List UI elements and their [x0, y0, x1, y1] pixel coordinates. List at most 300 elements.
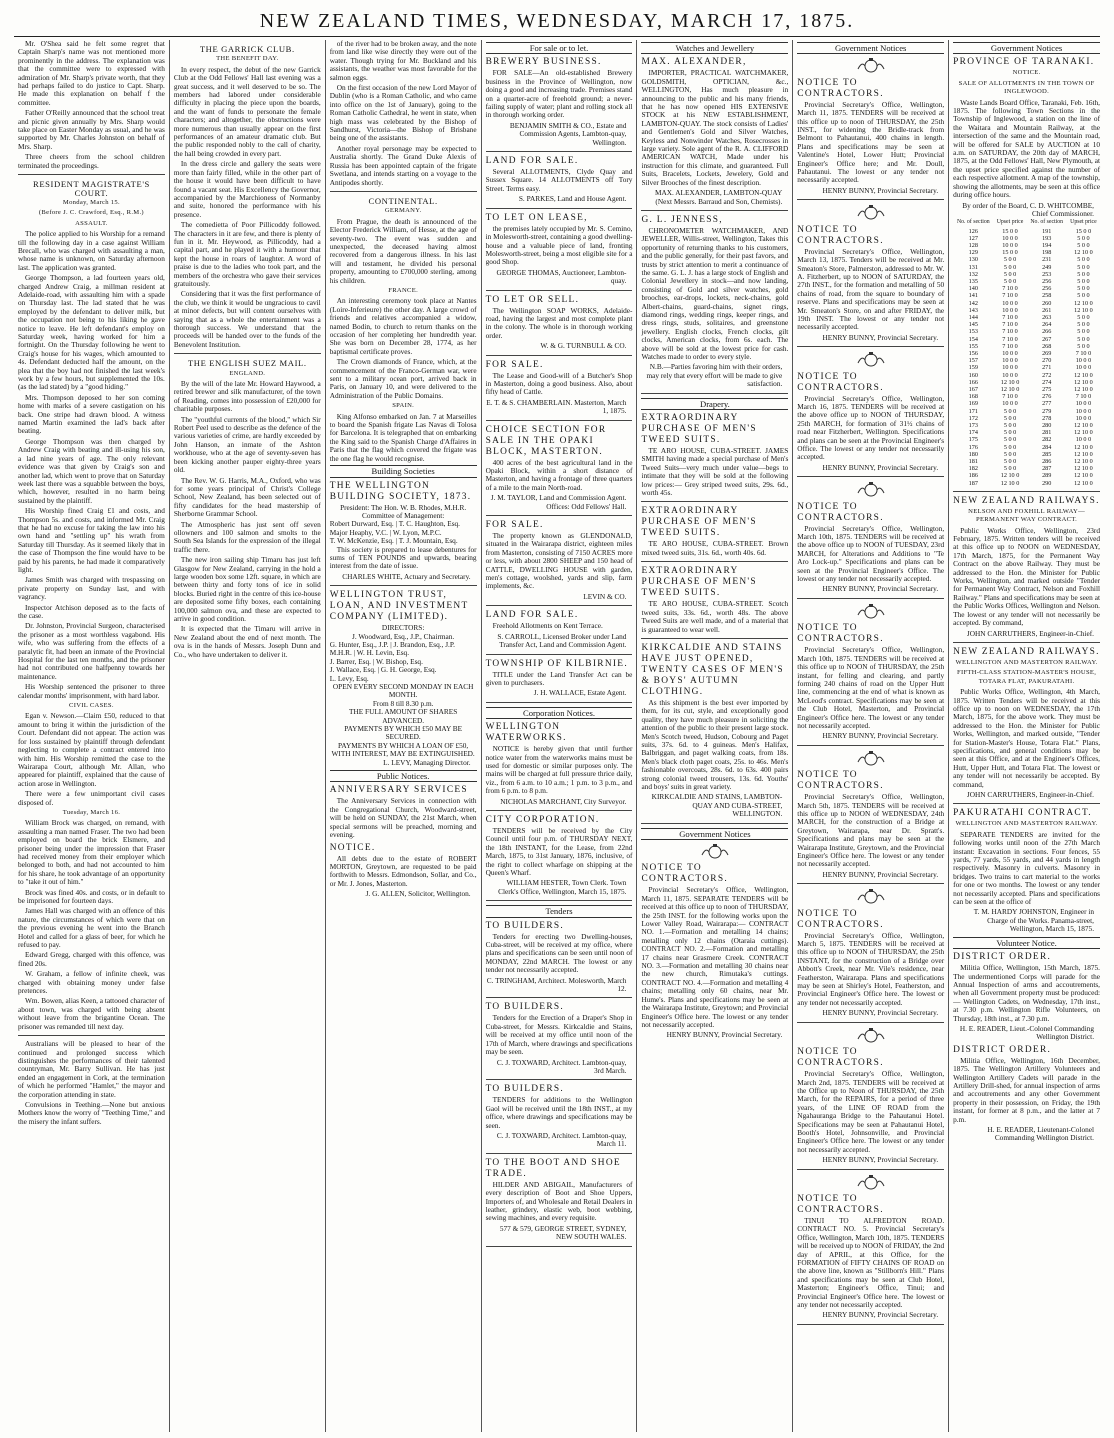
- table-cell: 5 0 0: [1077, 342, 1090, 350]
- advert-signature: E. T. & S. CHAMBERLAIN. Masterton, March 1, 1875.: [486, 397, 627, 416]
- advert-body: The property known as GLENDONALD, situated in the Wairarapa district, eighteen miles from Masterton, consisting of 7150 ACRES more or less, with about 2800 SHEEP and 150 head of CATTLE, DWELLING HOUSE with garden, men's cottage, woolshed, yards and slip, farm implements, &c.: [485, 531, 633, 591]
- advert-body: IMPORTER, PRACTICAL WATCHMAKER, GOLDSMITH, OPTICIAN, &c., WELLINGTON, Has much pleasure in announcing to the public and his many friends, that he has now opened HIS EXTENSIVE STOCK at his NEW ESTABLISHMENT, LAMBTON-QUAY. The stock consists of Ladies' and Gentlemen's Gold and Silver Watches, Keyless and Nonwinder Watches, Rosecrosses in large variety. Sole agent of the R. A. CLIFFORD AMERICAN WATCH, Made under his instruction for this climate, and guaranteed. Full Suits, Bracelets, Lockets, Jewelery, Gold and Silver Brooches of the finest description.: [641, 68, 789, 187]
- table-row: [953, 451, 1100, 458]
- advert-title: NEW ZEALAND RAILWAYS.: [953, 646, 1100, 657]
- advert-title: FOR SALE.: [485, 520, 544, 531]
- column-3: [326, 40, 482, 1432]
- divider: [174, 353, 321, 354]
- table-cell: 10 0 0: [1075, 400, 1092, 408]
- table-row: [953, 242, 1100, 249]
- advert-body: TE ARO HOUSE, CUBA-STREET. Brown mixed tweed suits, 31s. 6d., worth 40s. 6d.: [641, 539, 789, 557]
- divider: [641, 501, 788, 502]
- section-heading: CONTINENTAL.: [368, 195, 438, 206]
- paragraph: Dr. Johnston, Provincial Surgeon, characterised the prisoner as a most worthless vagabond. His wife, who was suffering from the effects of a paralytic fit, had been an inmate of the Provincial Hospital for the last ten months, and the prisoner had not contributed one halfpenny towards her maintenance.: [18, 621, 165, 681]
- table-cell: 275: [1042, 385, 1052, 393]
- advert-line: From 8 till 8.30 p.m.: [372, 698, 434, 708]
- section-banner: Watches and Jewellery: [641, 42, 788, 54]
- table-cell: 191: [1042, 227, 1052, 235]
- advert-signature: CHARLES WHITE, Actuary and Secretary.: [342, 571, 471, 581]
- table-cell: 127: [968, 234, 978, 242]
- table-cell: 10 0 0: [1075, 436, 1092, 444]
- table-row: [953, 408, 1100, 415]
- advert-signature: S. PARKES, Land and House Agent.: [518, 194, 627, 204]
- table-cell: 277: [1042, 400, 1052, 408]
- table-cell: 263: [1042, 313, 1052, 321]
- advert-signature: HENRY BUNNY, Provincial Secretary.: [822, 1155, 939, 1165]
- divider: [797, 598, 944, 599]
- table-cell: 159: [968, 364, 978, 372]
- advert-title: EXTRAORDINARY PURCHASE OF MEN'S TWEED SUITS.: [641, 413, 757, 446]
- column-header: Upset price: [1070, 219, 1097, 226]
- table-cell: 258: [1042, 292, 1052, 300]
- advert-signature: H. E. READER, Lieut.-Colonel Commanding Wellington District.: [959, 1023, 1095, 1042]
- advert-line: PAYMENTS BY WHICH £50 MAY BE SECURED.: [344, 724, 463, 742]
- table-cell: 126: [968, 227, 978, 235]
- paragraph: Mr. O'Shea said he felt some regret that Captain Sharp's name was not mentioned more prominently in the address. The explanation was that the committee were to expressed with admiration of Mr. Sharp's private worth, that they had perhaps failed to do justice to Capt. Sharp. He made this explanation on behalf f the committee.: [18, 40, 165, 107]
- divider: [486, 1153, 633, 1154]
- table-cell: 5 0 0: [1003, 436, 1017, 444]
- advert: [486, 295, 633, 356]
- column-6: [793, 40, 949, 1432]
- table-cell: 5 0 0: [1077, 270, 1090, 278]
- paragraph: In the dress circle and gallery the seats were more than fairly filled, while in the other part of the house it would have been difficult to have found a vacant seat. His Excellency the Governor, accompanied by the Marchioness of Normanby and suite, honored the performance with his presence.: [173, 159, 321, 219]
- advert-body: Provincial Secretary's Office, Wellington, March 11, 1875. SEPARATE TENDERS will be received at this office up to noon of THURSDAY, the 25th INST. for the following works upon the Lower Valley Road, Wairarapa:— CONTRACT NO. 1.—Formation and metalling 14 chains; metalling only 12 chains (Otaraia cuttings). CONTRACT NO. 2.—Formation and metalling 17 chains near Grasmere Creek. CONTRACT NO. 3.—Formation and metalling 30 chains near the new church, Rimutaka's cuttings. CONTRACT NO. 4.—Formation and metalling 4 chains; metalling only 60 chains, near Mr. Hume's. Plans and specifications may be seen at the Wairarapa Institute, Greytown; and Provincial Engineer's Office here. The lowest or any tender not necessarily accepted.: [641, 885, 789, 1029]
- table-cell: 155: [968, 342, 978, 350]
- table-cell: 287: [1042, 465, 1052, 473]
- table-cell: 5 0 0: [1077, 256, 1090, 264]
- allotment-table: [953, 218, 1100, 487]
- advert-subtitle: WELLINGTON AND MASTERTON RAILWAY.: [955, 820, 1098, 828]
- masthead: NEW ZEALAND TIMES, WEDNESDAY, MARCH 17, 1875.: [14, 6, 1100, 37]
- advert: [486, 722, 633, 811]
- advert-subtitle: FIFTH-CLASS STATION-MASTER'S HOUSE, TOTARA FLAT, PAKURATAHI.: [956, 669, 1097, 685]
- advert-signature: MAX. ALEXANDER, LAMBTON-QUAY (Next Messrs. Barraud and Son, Chemists).: [655, 188, 783, 206]
- advert-body: CHRONOMETER WATCHMAKER, AND JEWELLER, Willis-street, Wellington, Takes this opportunity of returning thanks to his customers, and the public generally, for their past favors, and trusts by strict attention to merit a continuance of the same. G. L. J. has a large stock of English and Colonial Jewellery in stock—and now landing, consisting of Gold and silver watches, gold brooches, ear-drops, lockets, neck-chains, gold Albert-chains, guard-chains, signet rings, diamond rings, wedding rings, keeper rings, and dress rings, studs, solitaires, and greenstone jewellery. English clocks, French clocks, gilt clocks, American clocks, from 6s. each. The above will be sold at the lowest price for cash. Watches made to order to every style.: [641, 225, 789, 361]
- divider: [486, 355, 633, 356]
- advert-body: Provincial Secretary's Office, Wellington, March 5, 1875. TENDERS will be received at this office up to NOON of THURSDAY, the 25th INSTANT, for the construction of a Bridge over Abbott's Creek, near Mr. Vile's residence, near Featherston, Wairarapa. Plans and specifications may be seen at Shirley's Hotel, Featherston, and Provincial Engineer's Office here. The lowest or any tender not necessarily accepted.: [797, 930, 945, 1007]
- table-row: [953, 393, 1100, 400]
- table-cell: 5 0 0: [1077, 241, 1090, 249]
- advert-signature: J. G. ALLEN, Solicitor, Wellington.: [365, 889, 471, 899]
- advert-line: J. Barrer, Esq. | W. Bishop, Esq.: [329, 656, 423, 666]
- advert-title: NOTICE TO CONTRACTORS.: [797, 77, 884, 99]
- table-row: [953, 386, 1100, 393]
- royal-crest-icon: [856, 603, 886, 619]
- advert-line: J. Wallace, Esq. | G. H. George, Esq.: [329, 665, 437, 675]
- crest: [797, 204, 944, 222]
- table-cell: 7 10 0: [1002, 335, 1018, 343]
- royal-crest-icon: [700, 843, 730, 859]
- section-banner: Government Notices: [641, 828, 788, 840]
- paragraph: In every respect, the debut of the new Garrick Club at the Odd Fellows' Hall last evening was a great success, and it well deserved to be so. The members had labored under considerable difficulty in placing the piece upon the boards, and the want of funds to personate the female characters; and altogether, the obstructions were more numerous than usually appear on the first performances of an amateur dramatic club. But the public responded nobly to the call of charity, the hall being crowded in every part.: [173, 64, 321, 158]
- table-cell: 12 10 0: [1000, 479, 1020, 487]
- divider: [18, 1035, 165, 1036]
- table-cell: 256: [1042, 285, 1052, 293]
- crest: [797, 351, 944, 369]
- table-body: [953, 228, 1100, 487]
- advert-title: TO THE BOOT AND SHOE TRADE.: [485, 1157, 621, 1179]
- advert: [486, 659, 633, 703]
- advert: [797, 1027, 944, 1170]
- divider: [797, 346, 944, 347]
- table-row: [953, 400, 1100, 407]
- table-cell: 284: [1042, 443, 1052, 451]
- advert-signature: BENJAMIN SMITH & CO., Estate and Commission Agents, Lambton-quay, Wellington.: [509, 120, 627, 147]
- table-row: [953, 271, 1100, 278]
- table-cell: 12 10 0: [1000, 385, 1020, 393]
- table-cell: 12 10 0: [1000, 472, 1020, 480]
- divider: [797, 1324, 944, 1325]
- table-cell: 167: [968, 385, 978, 393]
- section-heading: THE GARRICK CLUB.: [199, 44, 295, 54]
- crest: [797, 57, 944, 75]
- paragraph: The comedietta of Poor Pillicoddy followed. The characters in it are few, and there is plenty of fun in it. Mr. Heywood, as Pillicoddy, had a capital part, and he played it with a humour that kept the house in roars of laughter. A word of praise is due to the ladies who took part, and the members of the orchestra who gave their services gratuitously.: [173, 220, 321, 288]
- date-line: Monday, March 15.: [62, 198, 120, 206]
- advert: [953, 1045, 1100, 1143]
- column-1: [14, 40, 170, 1432]
- table-cell: 266: [1042, 328, 1052, 336]
- table-cell: 160: [968, 371, 978, 379]
- advert: [330, 481, 477, 582]
- table-row: [953, 372, 1100, 379]
- advert: [641, 57, 788, 211]
- divider: [797, 1022, 944, 1023]
- advert: [641, 413, 788, 502]
- section-banner: Public Notices.: [330, 770, 477, 782]
- paragraph: George Thompson, a lad fourteen years old, charged Andrew Craig, a millman resident at Adelaide-road, with assaulting him with a spade on Thursday last. The lad stated that he was employed by the defendant to deliver milk, but the occupation not being to his liking he gave notice to leave. He left defendant's employ on Saturday week, having worked for him a fortnight. On the Thursday following he went to Craig's house for his wages, which amounted to 4s. Defendant deducted half the amount, on the plea that the boy had not finished the last week's work by a few hours, but supplemented the 10s. (as the lad stated) by a "good hiding.": [18, 273, 165, 392]
- divider: [953, 803, 1100, 804]
- divider: [486, 1079, 633, 1080]
- paragraph: George Thompson was then charged by Andrew Craig with beating and ill-using his son, a lad nine years of age. The only relevant evidence was that given by Craig's son and another lad, which went to prove that on Saturday week last there was a squabble between the boys, which, however, resulted in no harm being sustained by the plaintiff.: [18, 436, 165, 505]
- advert: [953, 647, 1100, 800]
- table-cell: 278: [1042, 414, 1052, 422]
- table-cell: 166: [968, 378, 978, 386]
- advert-title: DISTRICT ORDER.: [953, 952, 1052, 963]
- table-row: [953, 328, 1100, 335]
- table-cell: 279: [1042, 407, 1052, 415]
- table-row: [953, 422, 1100, 429]
- advert-body: The Anniversary Services in connection with the Congregational Church, Woodward-street, will be held on SUNDAY, the 21st March, when special sermons will be preached, morning and evening.: [329, 796, 477, 840]
- advert-body: Provincial Secretary's Office, Wellington, March 16, 1875. TENDERS will be received at the above office up to NOON of THURSDAY, 25th MARCH, for formation of 31½ chains of road near Fitzherbert, Wellington. Specifications and plans can be seen at the Provincial Engineer's Office. The lowest or any tender not necessarily accepted.: [797, 393, 945, 462]
- advert: [641, 215, 788, 394]
- paragraph: The police applied to his Worship for a remand till the following day in a case against William Brecall, who was charged with assaulting a man, whose name is unknown, on Saturday afternoon last. The application was granted.: [18, 229, 165, 272]
- divider: [486, 151, 633, 152]
- advert-title: NOTICE TO CONTRACTORS.: [797, 371, 884, 393]
- table-cell: 128: [968, 241, 978, 249]
- intro-paragraphs: [18, 40, 165, 170]
- advert-line: PAYMENTS BY WHICH A LOAN OF £50, WITH INTEREST, MAY BE EXTINGUISHED.: [331, 740, 475, 759]
- column-2: [170, 40, 326, 1432]
- advert-line: Major Heaphy, V.C. | W. Lyon, M.P.C.: [329, 527, 442, 537]
- advert-title: EXTRAORDINARY PURCHASE OF MEN'S TWEED SUITS.: [641, 506, 757, 539]
- table-cell: 7 10 0: [1002, 328, 1018, 336]
- advert-title: TOWNSHIP OF KILBIRNIE.: [485, 658, 628, 669]
- divider: [641, 561, 788, 562]
- table-row: [953, 429, 1100, 436]
- table-cell: 174: [968, 429, 978, 437]
- crest: [797, 1174, 944, 1192]
- divider: [797, 199, 944, 200]
- table-cell: 5 0 0: [1077, 321, 1090, 329]
- divider: [486, 702, 633, 703]
- paragraph: An interesting ceremony took place at Nantes (Loire-Inferieure) the other day. A large crowd of friends and relatives accompanied a widow, named Bodin, to church to return thanks on the occasion of her completing her hundredth year. She was born on December 28, 1774, as her baptismal certificate proves.: [329, 296, 477, 356]
- table-cell: 10 0 0: [1075, 414, 1092, 422]
- table-cell: 12 10 0: [1074, 479, 1093, 487]
- advert-signature: HENRY BUNNY, Provincial Secretary.: [666, 1030, 783, 1040]
- table-cell: 129: [968, 249, 978, 257]
- advert-signature: HENRY BUNNY, Provincial Secretary.: [822, 584, 939, 594]
- advert-signature: 577 & 579, GEORGE STREET, SYDNEY, NEW SOUTH WALES.: [499, 1223, 627, 1242]
- subheading: CIVIL CASES.: [69, 702, 114, 710]
- table-row: [953, 292, 1100, 299]
- advert: [797, 1174, 944, 1325]
- table-cell: 140: [968, 285, 978, 293]
- table-row: [953, 300, 1100, 307]
- advert-body: All debts due to the estate of ROBERT MORTON, Greytown, are requested to be paid forthwith to Messrs. Edmondson, Sollar, and Co., or Mr. J. Jones, Masterton.: [329, 853, 477, 888]
- divider: [330, 191, 477, 192]
- divider: [641, 638, 788, 639]
- advert-title: BREWERY BUSINESS.: [485, 57, 602, 68]
- table-cell: 153: [968, 328, 978, 336]
- advert-body: Provincial Secretary's Office, Wellington, March 10th, 1875. TENDERS will be received at this office up to NOON of THURSDAY, the 25th instant, for felling and clearing, and partly forming 240 chains of road on the Upper Hutt line, commencing at the end of what is known as McLeod's contract. Specifications may be seen at the Club Hotel, Masterton, and Provincial Engineer's Office here. The lowest or any tender not necessarily accepted.: [797, 645, 945, 730]
- paragraph: By the will of the late Mr. Howard Haywood, a retired brewer and silk manufacturer, of the town of Reading, comes into possession of £20,000 for charitable purposes.: [173, 379, 321, 414]
- paragraph: Australians will be pleased to hear of the continued and prolonged success which distinguishes the performances of their talented countryman, Mr. Barry Sullivan. He has just ended an engagement in Cork, at the termination of which he performed "Hamlet," the mayor and the corporation attending in state.: [18, 1039, 165, 1099]
- section-banner: Corporation Notices.: [486, 707, 633, 719]
- advert-signature: HENRY BUNNY, Provincial Secretary.: [822, 1008, 939, 1018]
- advert-body: Militia Office, Wellington, 15th March, 1875. The undermentioned Corps will parade for the Annual Inspection of arms and accoutrements, when all Government property must be produced:— Wellington Cadets, on Wednesday, 17th inst., at 7.30 p.m. Wellington Rifle Volunteers, on Thursday, 18th inst., at 7.30 p.m.: [953, 963, 1101, 1023]
- table-cell: 10 0 0: [1002, 234, 1018, 242]
- table-cell: 7 10 0: [1002, 342, 1018, 350]
- table-row: [953, 350, 1100, 357]
- table-cell: 260: [1042, 299, 1052, 307]
- advert-line: THE FULL AMOUNT OF SHARES ADVANCED.: [349, 707, 458, 725]
- table-cell: 130: [968, 256, 978, 264]
- advert: [486, 815, 633, 901]
- table-cell: 274: [1042, 378, 1052, 386]
- advert-list: [641, 413, 788, 824]
- royal-crest-icon: [856, 351, 886, 367]
- advert-body: TINUI TO ALFREDTON ROAD. CONTRACT NO. 5. Provincial Secretary's Office, Wellington, March 10th, 1875. TENDERS will be received up to NOON of FRIDAY, the 2nd day of APRIL, at this Office, for the FORMATION of FIFTY CHAINS OF ROAD on the above line, known as "Stillborn's Hill." Plans and specifications may be seen at Club Hotel, Masterton; Engineer's Office, Tinui; and Provincial Engineer's Office here. The lowest or any tender not necessarily accepted.: [797, 1215, 945, 1310]
- table-cell: 281: [1042, 429, 1052, 437]
- table-row: [953, 228, 1100, 235]
- table-cell: 12 10 0: [1074, 378, 1093, 386]
- table-cell: 171: [968, 407, 978, 415]
- paragraph: Mrs. Thompson deposed to her son coming home with marks of a severe castigation on his back. One stripe had drawn blood. A witness named Martin examined the lad's back after beating.: [18, 392, 165, 436]
- advert: [641, 566, 788, 639]
- advert-line: This society is prepared to lease debentures for sums of TEN POUNDS and upwards, bearing interest from the date of issue.: [329, 544, 477, 571]
- paragraph: His Worship sentenced the prisoner to three calendar months' imprisonment, with hard labor.: [18, 682, 165, 700]
- advert-signature: LEVIN & CO.: [583, 591, 627, 601]
- advert-subtitle: NOTICE.: [1012, 69, 1041, 77]
- advert-list: [486, 722, 633, 901]
- advert-title: NOTICE TO CONTRACTORS.: [797, 1047, 884, 1069]
- advert-title: NOTICE TO CONTRACTORS.: [797, 224, 884, 246]
- advert-title: LAND FOR SALE.: [485, 610, 579, 621]
- advert: [486, 425, 633, 516]
- advert: [486, 610, 633, 654]
- paragraph: The "youthful currents of the blood," which Sir Robert Peel used to describe as the defence of the various varieties of crime, are hardly exceeded by John Hanson, an inmate of the Ashton workhouse, who at the age of seventy-seven has been kicking another pauper eighty-three years old.: [173, 414, 321, 475]
- advert-title: G. L. JENNESS,: [641, 214, 723, 225]
- advert-body: TITLE under the Land Transfer Act can be given to purchasers.: [485, 669, 633, 687]
- divider: [641, 393, 788, 394]
- table-cell: 168: [968, 393, 978, 401]
- table-cell: 267: [1042, 335, 1052, 343]
- table-header-row: [953, 218, 1100, 227]
- advert-line: J. Woodward, Esq., J.P., Chairman.: [352, 631, 455, 641]
- advert-title: CHOICE SECTION FOR SALE IN THE OPAKI BLOCK, MASTERTON.: [485, 424, 607, 457]
- table-cell: 5 0 0: [1077, 263, 1090, 271]
- table-cell: 132: [968, 270, 978, 278]
- table-row: [953, 285, 1100, 292]
- advert-title: PROVINCE OF TARANAKI.: [953, 57, 1095, 68]
- advert-list: [486, 921, 633, 1247]
- divider: [486, 290, 633, 291]
- paragraph: It is expected that the Timaru will arrive in New Zealand about the end of next month. The ova is in the hands of Messrs. Joseph Dunn and Co., who have undertaken to deliver it.: [173, 624, 321, 659]
- table-cell: 272: [1042, 371, 1052, 379]
- advert-body: Provincial Secretary's Office, Wellington, March 2nd, 1875. TENDERS will be received at the Office up to Noon of THURSDAY, the 25th March, for the REPAIRS, for a period of three years, of the LINE OF ROAD from the Ngahauranga Bridge to the Pahautanui Hotel. Specifications may be seen at Pahautanui Hotel, Booth's Hotel, Johnsonville, and Provincial Engineer's Office here. The lowest or any tender not necessarily accepted.: [797, 1069, 945, 1154]
- table-cell: 5 0 0: [1077, 277, 1090, 285]
- table-cell: 5 0 0: [1003, 270, 1017, 278]
- table-cell: 12 10 0: [1074, 422, 1093, 429]
- advert-body: the premises lately occupied by Mr. S. Cemino, in Molesworth-street, containing a good dwelling-house and a valuable piece of land, fronting Molesworth-street, being a most eligible site for a good Shop.: [485, 223, 633, 267]
- table-row: [953, 278, 1100, 285]
- divider: [486, 420, 633, 421]
- advert-signature: JOHN CARRUTHERS, Engineer-in-Chief.: [966, 628, 1095, 638]
- table-cell: 264: [1042, 321, 1052, 329]
- table-row: [953, 249, 1100, 256]
- advert-title: WELLINGTON WATERWORKS.: [485, 722, 567, 744]
- advert-signature: HENRY BUNNY, Provincial Secretary.: [822, 1310, 939, 1320]
- advert-body: TENDERS for additions to the Wellington Gaol will be received until the 18th INST., at my office, where drawings and specifications may be seen.: [485, 1095, 633, 1130]
- advert-signature: T. M. HARDY JOHNSTON, Engineer in Charge of the Works. Panama-street, Wellington, March 15, 1875.: [973, 907, 1095, 934]
- table-cell: 5 0 0: [1077, 335, 1090, 343]
- table-cell: 144: [968, 313, 978, 321]
- advert-signature: L. LEVY, Managing Director.: [383, 757, 471, 767]
- advert-title: TO BUILDERS.: [485, 1002, 565, 1013]
- advert-body: Provincial Secretary's Office, Wellington, March 13, 1875. Tenders will be received at Mr. Smeaton's Store, Palmerston, addressed to Mr. W. A. Fitzherbert, up to NOON of SATURDAY, the 27th INST., for the formation and metalling of 50 chains of road, from the square to boundary of reserve. Plans and specifications may be seen at Mr. Smeaton's Store, on and after FRIDAY, the 19th INST. The lowest or any tender not necessarily accepted.: [797, 246, 945, 332]
- subheading: ENGLAND.: [229, 369, 266, 377]
- paragraph: The Crown diamonds of France, which, at the commencement of the Franco-German war, were sent to a military ocean port, arrived back in Paris, on January 10, and were delivered to the Administration of the Public Domains.: [329, 357, 477, 400]
- advert: [330, 785, 477, 839]
- table-cell: 10 0 0: [1002, 299, 1018, 307]
- divider: [486, 900, 633, 901]
- paragraph: His Worship fined Craig £1 and costs, and Thompson 5s. and costs, and informed Mr. Craig that he had no excuse for taking the law into his own hand and "settling up" his wrath from Saturday till Thursday. As it seemed likely that in the case of Thompson the fine would have to be paid by his parents, he had made it comparatively light.: [18, 506, 165, 574]
- table-cell: 173: [968, 422, 978, 429]
- advert-signature: JOHN CARRUTHERS, Engineer-in-Chief.: [966, 790, 1095, 800]
- advert-title: MAX. ALEXANDER,: [641, 57, 747, 68]
- paragraph: From Prague, the death is announced of the Elector Frederick William, of Hesse, at the age of seventy-two. The event was sudden and unexpected, the deceased having almost recovered from a dangerous illness. In his last will and testament, he divided his personal property, amounting to £700,000 sterling, among his children.: [329, 216, 477, 285]
- advert-body: Several ALLOTMENTS, Clyde Quay and Sussex Square. 14 ALLOTMENTS off Tory Street. Terms easy.: [485, 167, 633, 193]
- divider: [641, 210, 788, 211]
- table-row: [953, 343, 1100, 350]
- advert: [797, 603, 944, 746]
- table-row: [953, 458, 1100, 465]
- royal-crest-icon: [856, 888, 886, 904]
- advert-body: The Lease and Good-will of a Butcher's Shop in Masterton, doing a good business. Also, about fifty head of Cattle.: [485, 370, 633, 397]
- royal-crest-icon: [856, 750, 886, 766]
- table-cell: 181: [968, 458, 978, 466]
- advert-body: Militia Office, Wellington, 16th December, 1875. The Wellington Artillery Volunteers and Wellington Artillery Cadets will parade in the Artillery Drill-shed, for annual inspection of arms and accoutrements and any other Government property in their possession, on Friday, the 19th instant, for former at 8 p.m., and the latter at 7 p.m.: [953, 1055, 1101, 1124]
- advert-line: M.H.R. | W. H. Levin, Esq.: [329, 648, 410, 658]
- table-cell: 180: [968, 450, 978, 458]
- advert-body: TE ARO HOUSE, CUBA-STREET. JAMES SMITH having made a special purchase of Men's Tweed Suits—very much under value—begs to intimate that they will be sold at the following low prices:— Grey striped tweed suits, 29s. 6d., worth 45s.: [641, 446, 789, 498]
- table-cell: 172: [968, 414, 978, 422]
- subheading: THE BENEFIT DAY.: [216, 55, 279, 63]
- advert-body: NOTICE is hereby given that until further notice water from the waterworks mains must be used for domestic or similar purposes only. The mains will be charged at full pressure thrice daily, viz., from 6 a.m. to 10 a.m.; 1 p.m. to 3 p.m., and from 6 p.m. to 8 p.m.: [485, 744, 633, 796]
- table-cell: 176: [968, 443, 978, 451]
- divider: [953, 491, 1100, 492]
- divider: [486, 605, 633, 606]
- divider: [797, 1169, 944, 1170]
- advert: [953, 952, 1100, 1042]
- advert-title: EXTRAORDINARY PURCHASE OF MEN'S TWEED SUITS.: [641, 566, 757, 599]
- column-header: No. of section: [1030, 219, 1064, 226]
- divider: [486, 1246, 633, 1247]
- advert: [330, 590, 477, 767]
- paragraph: James Smith was charged with trespassing on private property on Sunday last, and with vagrancy.: [18, 575, 165, 602]
- advert-title: NOTICE TO CONTRACTORS.: [797, 908, 884, 930]
- crest: [797, 1027, 944, 1045]
- table-cell: 131: [968, 263, 978, 271]
- table-cell: 186: [968, 472, 978, 480]
- section-banner: Drapery.: [641, 398, 788, 410]
- table-cell: 142: [968, 299, 978, 307]
- advert-body: 400 acres of the best agricultural land in the Opaki Block, within a short distance of Masterton, and having a frontage of three quarters of a mile to the main North-road.: [485, 457, 633, 492]
- table-row: [953, 314, 1100, 321]
- table-cell: 12 10 0: [1074, 429, 1093, 437]
- table-row: [953, 256, 1100, 263]
- advert-signature: HENRY BUNNY, Provincial Secretary.: [822, 731, 939, 741]
- table-row: [953, 379, 1100, 386]
- advert: [641, 643, 788, 824]
- table-cell: 12 10 0: [1074, 371, 1093, 379]
- paragraph: Three cheers from the school children terminated the proceedings.: [18, 152, 165, 170]
- divider: [797, 476, 944, 477]
- advert: [486, 156, 633, 209]
- paragraph: There were a few unimportant civil cases disposed of.: [18, 789, 165, 807]
- table-cell: 269: [1042, 349, 1052, 357]
- table-cell: 10 0 0: [1002, 241, 1018, 249]
- table-cell: 7 10 0: [1002, 313, 1018, 321]
- table-cell: 157: [968, 357, 978, 365]
- table-cell: 271: [1042, 364, 1052, 372]
- advert-signature: J. H. WALLACE, Estate Agent.: [533, 688, 627, 698]
- column-header: No. of section: [956, 219, 990, 226]
- paragraph: Father O'Reilly announced that the school treat and picnic given annually by Mrs. Sharp would take place on Easter Monday as usual, and he was supported by Mr. Charles Johnston on behalf of Mrs. Sharp.: [18, 108, 165, 151]
- table-cell: 135: [968, 277, 978, 285]
- section-banner: For sale or to let.: [486, 42, 633, 54]
- paragraph: On the first occasion of the new Lord Mayor of Dublin (who is a Roman Catholic, and who came into office on the 1st of January), going to the Roman Catholic Cathedral, he went in state, when high mass was celebrated by the Bishop of Sandhurst, Victoria—the Bishop of Brisbane being one of the assistants.: [329, 83, 477, 143]
- advert-title: TO LET ON LEASE,: [485, 212, 588, 223]
- section-heading: RESIDENT MAGISTRATE'S COURT.: [32, 179, 150, 198]
- advert-line: T. W. McKenzie, Esq. | T. J. Mountain, Esq.: [329, 536, 458, 546]
- table-cell: 175: [968, 436, 978, 444]
- advert-signature: S. CARROLL, Licensed Broker under Land Transfer Act, Land and Commission Agent.: [497, 631, 627, 650]
- advert-subtitle: WELLINGTON AND MASTERTON RAILWAY.: [955, 658, 1098, 666]
- advert-line: Committee of Management:: [362, 510, 445, 520]
- table-cell: 231: [1042, 256, 1052, 264]
- paragraph: Egan v. Newson.—Claim £50, reduced to that amount to bring it within the jurisdiction of the Court. Defendant did not appear. The action was for loss sustained by plaintiff through defendant neglecting to complete a contract entered into with him. His Worship remitted the case to the Wairarapa Court, although Mr. Allan, who appeared for plaintiff, explained that the cause of action arose in Wellington.: [18, 711, 165, 788]
- paragraph: The Atmospheric has just sent off seven ollowners and 100 salmon and smolts to the South Sea Islands for the expression of the illegal traffic there.: [173, 519, 321, 554]
- advert-list: [797, 57, 944, 1324]
- advert: [797, 481, 944, 599]
- divider: [486, 208, 633, 209]
- table-cell: 198: [1042, 249, 1052, 257]
- advert-line: L. Levy, Esq.: [329, 673, 369, 683]
- advert-line: OPEN EVERY SECOND MONDAY IN EACH MONTH.: [332, 682, 474, 700]
- advert-signature: C. TRINGHAM, Architect. Molesworth, March 12.: [486, 975, 627, 994]
- paragraph: Convulsions in Teething.—None but anxious Mothers know the worry of "Teething Time," and the misery the infant suffers.: [18, 1099, 165, 1126]
